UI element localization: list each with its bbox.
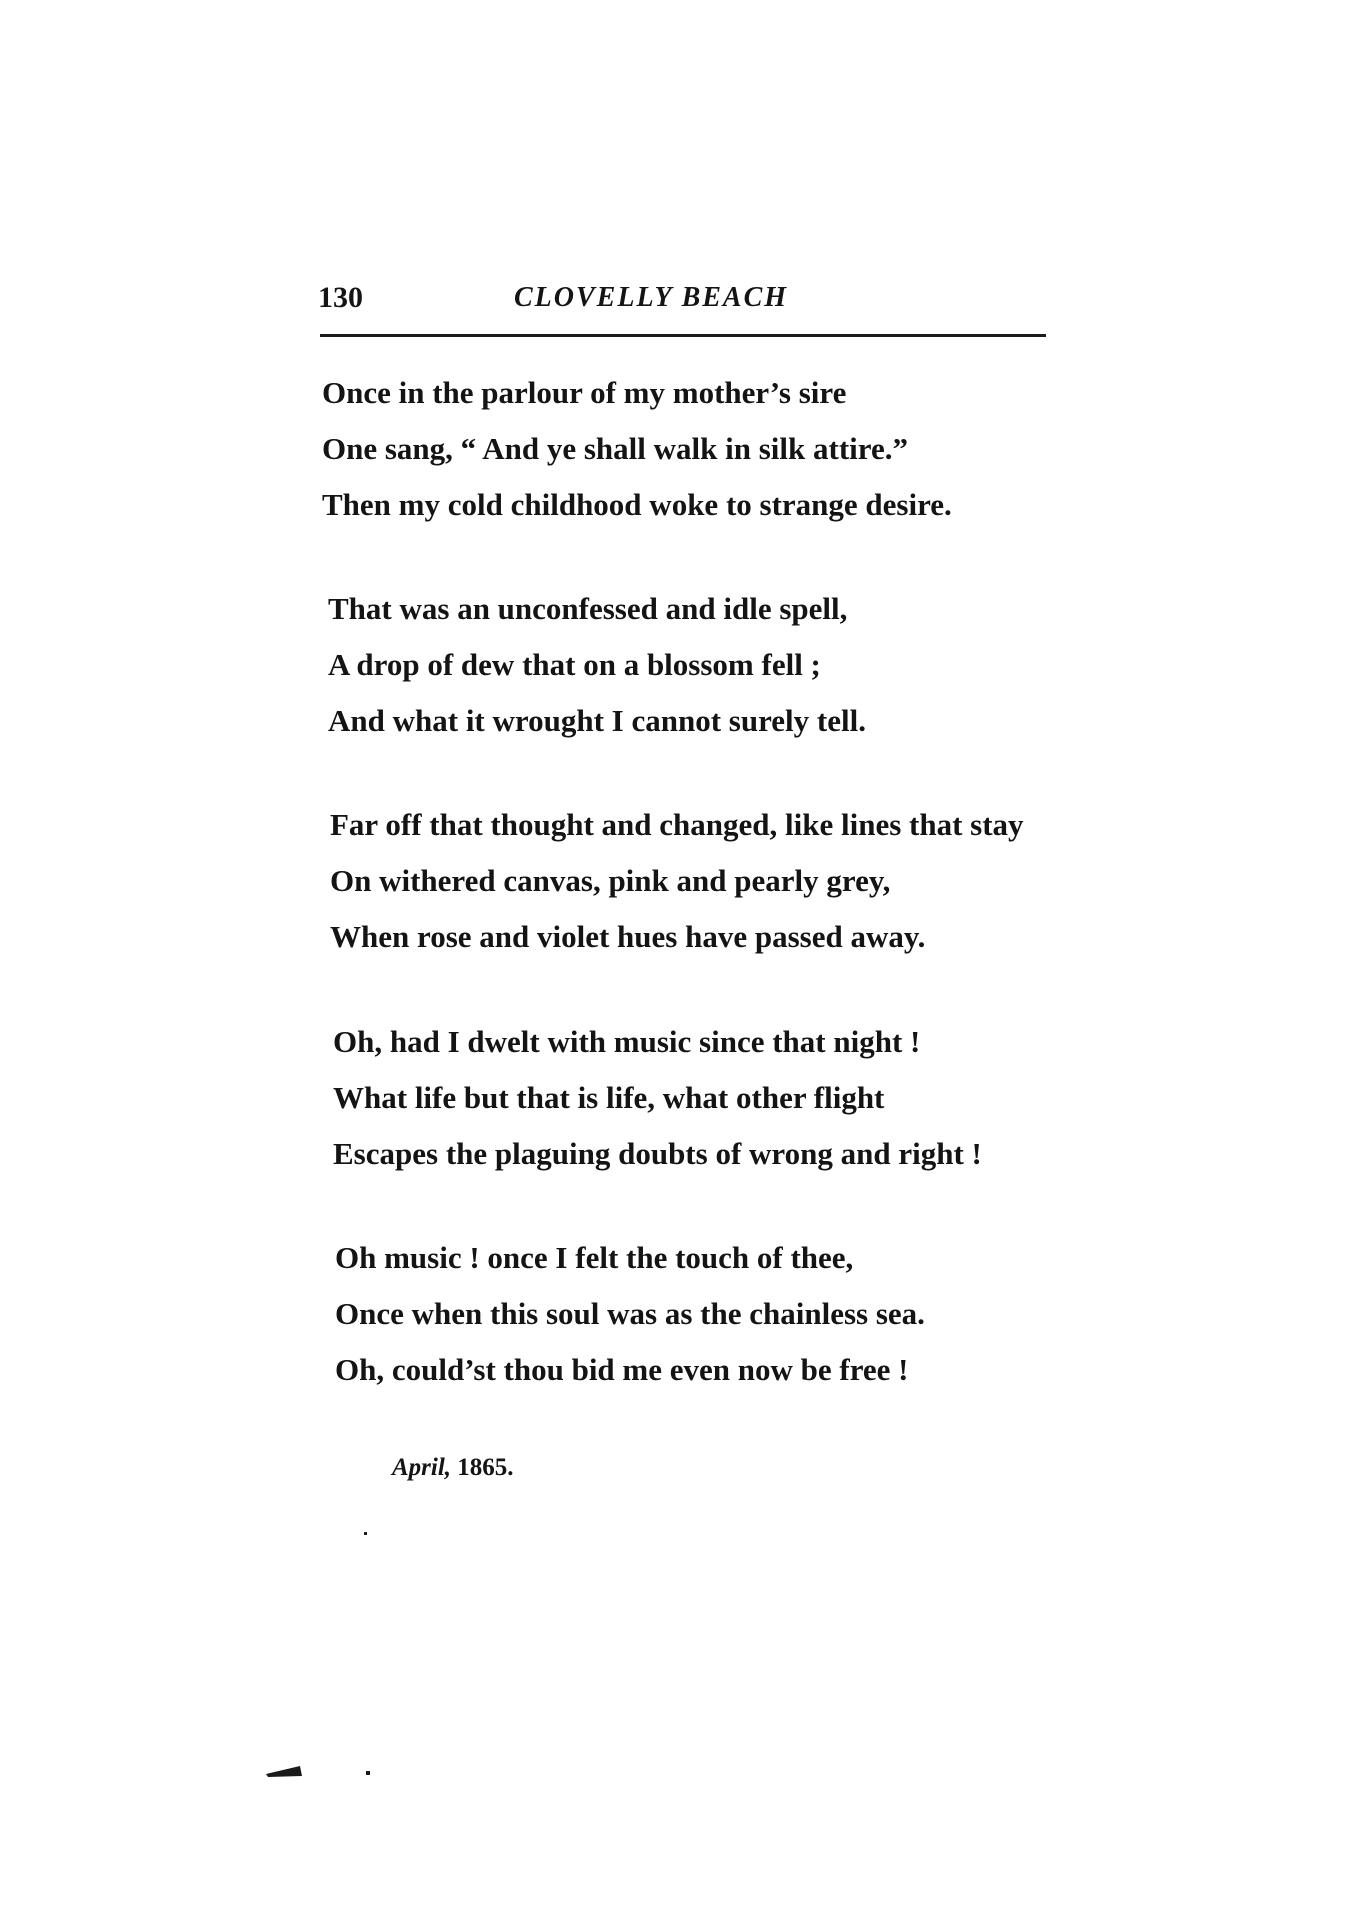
running-title: CLOVELLY BEACH [514, 282, 789, 313]
poem-line: What life but that is life, what other flight [333, 1080, 885, 1115]
page-number: 130 [318, 281, 363, 314]
poem-line: Once when this soul was as the chainless sea. [335, 1296, 925, 1331]
date-month: April, [392, 1454, 452, 1481]
poem-date [392, 1450, 514, 1486]
date-year: 1865. [457, 1454, 514, 1481]
poem-line: A drop of dew that on a blossom fell ; [328, 647, 821, 682]
poem-line: Escapes the plaguing doubts of wrong and right ! [333, 1136, 982, 1171]
poem-line: Far off that thought and changed, like lines that stay [330, 807, 1024, 842]
header-rule [320, 334, 1046, 337]
poem-line: And what it wrought I cannot surely tell. [328, 703, 866, 738]
poem-line: Once in the parlour of my mother’s sire [322, 375, 847, 410]
ink-mark [266, 1764, 304, 1778]
poem-line: One sang, “ And ye shall walk in silk attire.” [322, 431, 908, 466]
poem-line: That was an unconfessed and idle spell, [328, 591, 848, 626]
poem-line: Then my cold childhood woke to strange desire. [322, 487, 952, 522]
poem-line: Oh music ! once I felt the touch of thee, [335, 1240, 854, 1275]
poem-line: Oh, could’st thou bid me even now be free ! [335, 1352, 909, 1387]
poem-line: When rose and violet hues have passed away. [330, 919, 926, 954]
poem-line: On withered canvas, pink and pearly grey, [330, 863, 891, 898]
scan-speck [366, 1771, 370, 1775]
scan-speck [364, 1532, 367, 1535]
poem-line: Oh, had I dwelt with music since that night ! [333, 1024, 921, 1059]
